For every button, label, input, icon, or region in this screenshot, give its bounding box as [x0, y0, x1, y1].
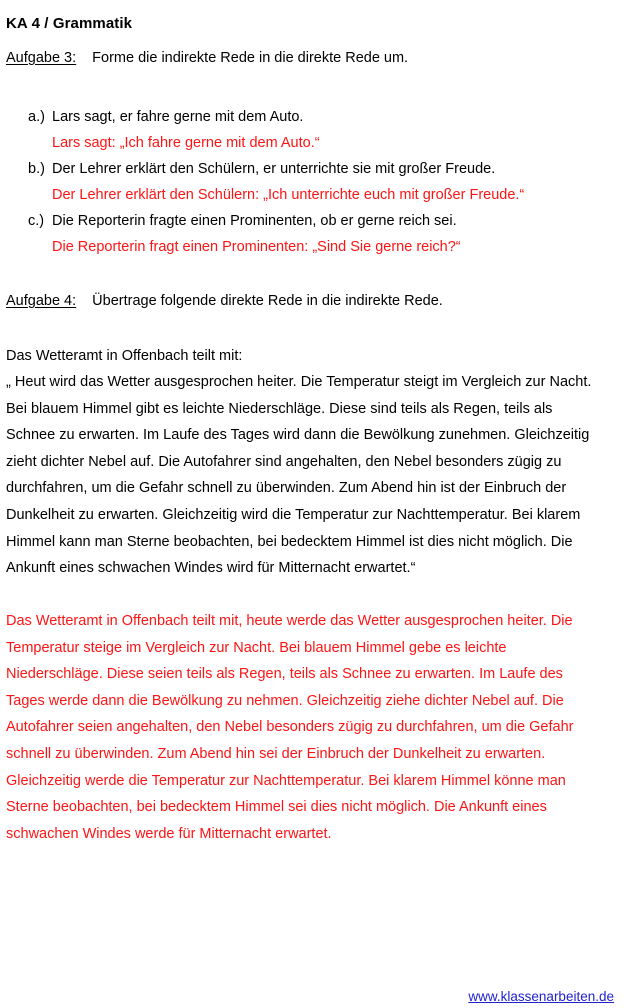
- task-4-heading: [6, 293, 443, 309]
- list-item: [0, 104, 640, 156]
- exercise-question: [0, 104, 640, 130]
- answer-line: Gleichzeitig werde die Temperatur zur Nachttemperatur. Bei klarem Himmel könne man: [6, 772, 566, 789]
- list-item: [0, 208, 640, 260]
- list-item: [0, 156, 640, 208]
- exercise-question: [0, 156, 640, 182]
- question-text: Der Lehrer erklärt den Schülern, er unterrichte sie mit großer Freude.: [52, 161, 496, 177]
- question-text: Die Reporterin fragte einen Prominenten, ob er gerne reich sei.: [52, 213, 457, 229]
- exercise-answer: Der Lehrer erklärt den Schülern: „Ich unterrichte euch mit großer Freude.“: [52, 187, 525, 203]
- quote-line: Himmel kann man Sterne beobachten, bei bedecktem Himmel ist dies nicht möglich. Die: [6, 533, 573, 550]
- answer-line: Temperatur steige im Vergleich zur Nacht. Bei blauem Himmel gebe es leichte: [6, 639, 507, 656]
- quote-line: „ Heut wird das Wetter ausgesprochen heiter. Die Temperatur steigt im Vergleich zur Nacht.: [6, 374, 592, 390]
- exercise-answer: Lars sagt: „Ich fahre gerne mit dem Auto.“: [52, 135, 320, 151]
- answer-line: Tages werde dann die Bewölkung zu nehmen. Gleichzeitig ziehe dichter Nebel auf. Die: [6, 692, 564, 709]
- task-3-label: Aufgabe 3:: [6, 50, 77, 66]
- quote-line: durchfahren, um die Gefahr schnell zu überwinden. Zum Abend hin ist der Einbruch der: [6, 480, 567, 497]
- task-3-instruction: Forme die indirekte Rede in die direkte Rede um.: [92, 50, 409, 66]
- weather-report-quote: [6, 369, 628, 582]
- quote-line: Bei blauem Himmel gibt es leichte Niederschläge. Diese sind teils als Regen, teils als: [6, 400, 553, 417]
- question-text: Lars sagt, er fahre gerne mit dem Auto.: [52, 109, 304, 125]
- task-3-heading: [6, 50, 408, 66]
- item-marker: a.): [28, 109, 45, 125]
- item-marker: c.): [28, 213, 45, 229]
- footer-website-link[interactable]: www.klassenarbeiten.de: [468, 989, 614, 1004]
- quote-line: Schnee zu erwarten. Im Laufe des Tages wird dann die Bewölkung zunehmen. Gleichzeitig: [6, 427, 590, 444]
- exercise-answer: Die Reporterin fragt einen Prominenten: „Sind Sie gerne reich?“: [52, 239, 461, 255]
- quote-line: zieht dichter Nebel auf. Die Autofahrer sind angehalten, den Nebel besonders zügig zu: [6, 453, 562, 470]
- task-4-instruction: Übertrage folgende direkte Rede in die indirekte Rede.: [92, 293, 443, 309]
- task-3-item-list: [0, 104, 640, 260]
- answer-line: Sterne beobachten, bei bedecktem Himmel sei dies nicht möglich. Die Ankunft eines: [6, 799, 547, 816]
- item-marker: b.): [28, 161, 45, 177]
- weather-report-intro: [6, 343, 628, 370]
- answer-line: schnell zu überwinden. Zum Abend hin sei der Einbruch der Dunkelheit zu erwarten.: [6, 745, 546, 762]
- answer-line: Autofahrer seien angehalten, den Nebel besonders zügig zu durchfahren, um die Gefahr: [6, 719, 574, 736]
- page-title: KA 4 / Grammatik: [6, 15, 133, 33]
- task-4-label: Aufgabe 4:: [6, 293, 77, 309]
- intro-text: Das Wetteramt in Offenbach teilt mit:: [6, 348, 243, 364]
- task-4-answer: [6, 608, 628, 847]
- quote-line: Dunkelheit zu erwarten. Gleichzeitig wird die Temperatur zur Nachttemperatur. Bei klarem: [6, 506, 581, 523]
- answer-line: Das Wetteramt in Offenbach teilt mit, heute werde das Wetter ausgesprochen heiter. Die: [6, 613, 573, 629]
- answer-line: Niederschläge. Diese seien teils als Regen, teils als Schnee zu erwarten. Im Laufe des: [6, 666, 563, 683]
- quote-line: Ankunft eines schwachen Windes wird für Mitternacht erwartet.“: [6, 560, 416, 577]
- exercise-question: [0, 208, 640, 234]
- answer-line: schwachen Windes werde für Mitternacht erwartet.: [6, 825, 332, 842]
